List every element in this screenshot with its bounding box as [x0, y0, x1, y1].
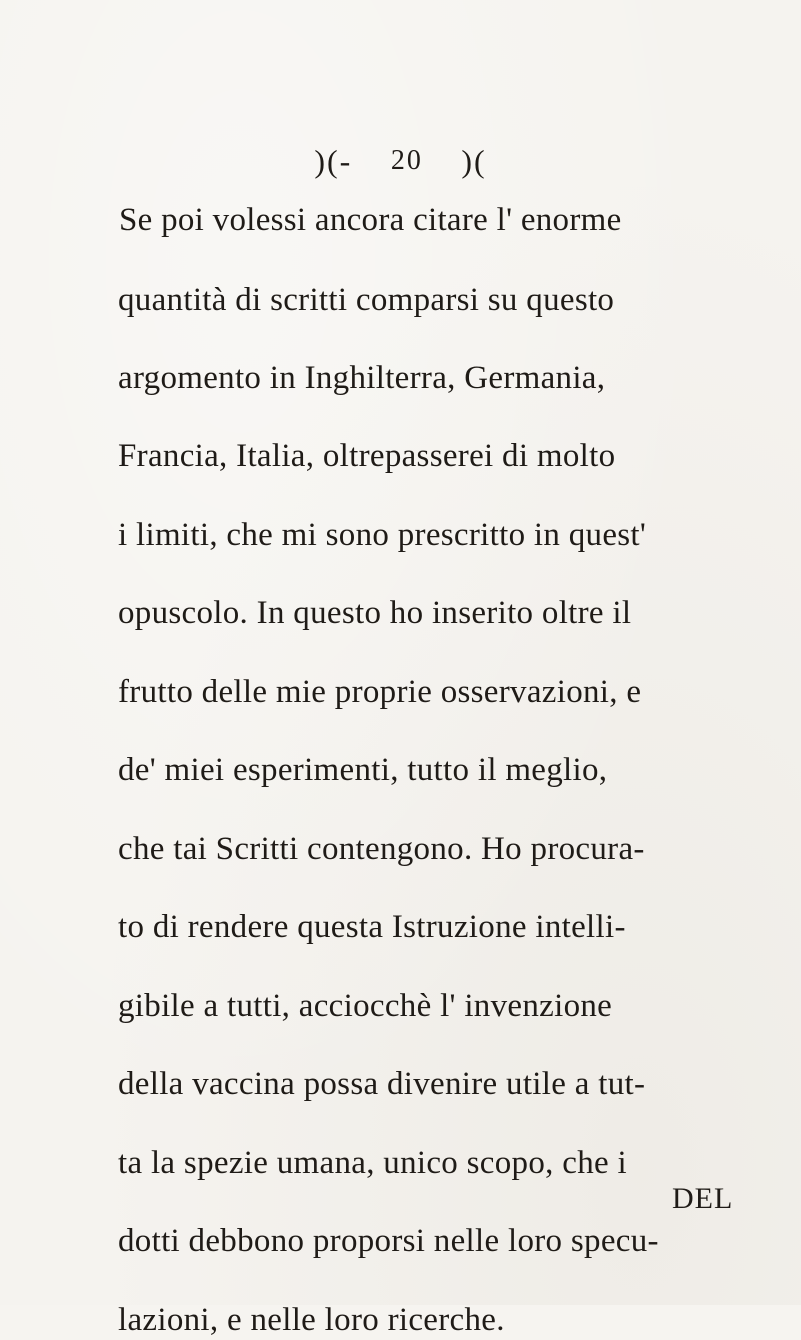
text-line-8: de' miei esperimenti, tutto il meglio,	[118, 752, 608, 788]
text-line-15: lazioni, e nelle loro ricerche.	[118, 1302, 505, 1338]
text-line-13: ta la spezie umana, unico scopo, che i	[118, 1145, 627, 1181]
ornament-left: )(-	[314, 142, 353, 179]
text-line-11: gibile a tutti, acciocchè l' invenzione	[118, 988, 613, 1024]
text-line-10: to di rendere questa Istruzione intelli-	[118, 909, 626, 945]
running-header	[0, 140, 801, 180]
text-line-5: i limiti, che mi sono prescritto in quest'	[118, 517, 647, 553]
text-line-4: Francia, Italia, oltrepasserei di molto	[118, 438, 616, 474]
body-paragraph	[0, 200, 801, 1338]
text-line-9: che tai Scritti contengono. Ho procura-	[118, 831, 645, 867]
text-line-6: opuscolo. In questo ho inserito oltre il	[118, 595, 632, 631]
text-line-3: argomento in Inghilterra, Germania,	[118, 360, 606, 396]
text-line-12: della vaccina possa divenire utile a tut-	[118, 1066, 646, 1102]
catchword: DEL	[672, 1182, 734, 1215]
page-number: 20	[390, 145, 423, 177]
text-line-14: dotti debbono proporsi nelle loro specu-	[118, 1223, 659, 1259]
text-line-1: Se poi volessi ancora citare l' enorme	[119, 202, 622, 238]
text-line-7: frutto delle mie proprie osservazioni, e	[118, 674, 642, 710]
ornament-right: )(	[461, 142, 487, 179]
text-line-2: quantità di scritti comparsi su questo	[118, 282, 615, 318]
